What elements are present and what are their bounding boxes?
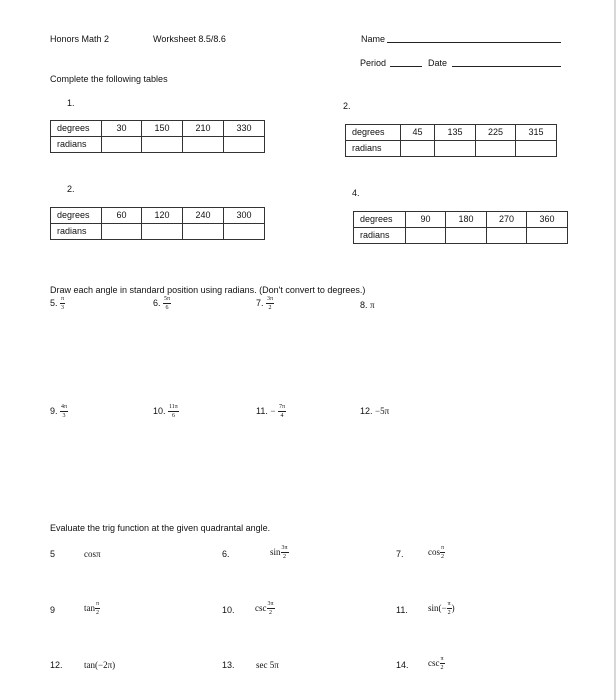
angle-problem: [360, 406, 389, 417]
problem-number: 10.: [153, 405, 166, 416]
value-cell: 180: [446, 212, 487, 228]
denominator: 6: [171, 413, 175, 419]
value-cell: 270: [487, 212, 527, 228]
problem-number: 6.: [153, 297, 161, 308]
fraction: [278, 404, 286, 419]
answer-cell[interactable]: [516, 141, 557, 157]
value-cell: 240: [183, 208, 224, 224]
fraction: [168, 404, 179, 419]
period-label: Period: [360, 58, 387, 68]
denominator: 2: [283, 554, 287, 560]
row-label: degrees: [51, 121, 102, 137]
trig-expression: [84, 660, 115, 671]
answer-cell[interactable]: [142, 224, 183, 240]
trig-expression: [84, 601, 100, 616]
angle-value: −5π: [375, 406, 390, 416]
fraction: [95, 601, 100, 616]
row-label: radians: [51, 224, 102, 240]
table-row: [51, 121, 265, 137]
trig-function: cosπ: [84, 549, 101, 559]
table-row: [346, 125, 557, 141]
table-row: [346, 141, 557, 157]
trig-expression: [256, 660, 279, 671]
numerator: 11π: [169, 404, 178, 410]
trig-number: 9: [50, 605, 56, 615]
trig-number: 6.: [222, 549, 230, 559]
value-cell: 60: [102, 208, 142, 224]
value-cell: 360: [527, 212, 568, 228]
trig-function: sin(−: [428, 602, 447, 613]
trig-expression: [255, 601, 275, 616]
trig-function: sin: [270, 546, 281, 557]
denominator: 2: [441, 554, 445, 560]
row-label: degrees: [346, 125, 401, 141]
denominator: 2: [269, 610, 273, 616]
denominator: 3: [61, 305, 65, 311]
table-row: [354, 212, 568, 228]
fraction: [163, 296, 171, 311]
trig-expression: [270, 545, 289, 560]
table-number: 2.: [343, 101, 351, 111]
value-cell: 330: [224, 121, 265, 137]
answer-cell[interactable]: [446, 228, 487, 244]
numerator: π: [441, 545, 445, 551]
numerator: 3π: [281, 545, 288, 551]
value-cell: 150: [142, 121, 183, 137]
trig-number: 11.: [396, 605, 408, 615]
angle-problem: [256, 296, 274, 311]
trig-function: csc: [428, 657, 440, 668]
answer-cell[interactable]: [435, 141, 476, 157]
fraction: [266, 296, 274, 311]
table-row: [354, 228, 568, 244]
trig-number: 13.: [222, 660, 235, 670]
worksheet-title: Worksheet 8.5/8.6: [153, 34, 226, 44]
answer-cell[interactable]: [102, 137, 142, 153]
denominator: 3: [62, 413, 66, 419]
angle-problem: [153, 404, 179, 419]
date-field[interactable]: [452, 66, 561, 67]
value-cell: 300: [224, 208, 265, 224]
trig-function: tan: [84, 602, 95, 613]
row-label: radians: [354, 228, 406, 244]
numerator: π: [61, 296, 65, 302]
answer-cell[interactable]: [224, 224, 265, 240]
answer-cell[interactable]: [183, 137, 224, 153]
table-row: [51, 208, 265, 224]
numerator: π: [440, 656, 444, 662]
value-cell: 90: [406, 212, 446, 228]
value-cell: 210: [183, 121, 224, 137]
numerator: 7π: [278, 404, 285, 410]
value-cell: 225: [476, 125, 516, 141]
problem-number: 5.: [50, 297, 58, 308]
table-number: 2.: [67, 184, 75, 194]
numerator: 3π: [267, 601, 274, 607]
name-field[interactable]: [387, 42, 561, 43]
value-cell: 120: [142, 208, 183, 224]
table-row: [51, 224, 265, 240]
minus-sign: −: [270, 405, 276, 416]
name-label: Name: [361, 34, 386, 44]
trig-function: csc: [255, 602, 267, 613]
course-title: Honors Math 2: [50, 34, 110, 44]
trig-expression: [428, 601, 455, 616]
row-label: degrees: [354, 212, 406, 228]
angle-problem: [256, 404, 286, 419]
problem-number: 7.: [256, 297, 264, 308]
row-label: radians: [51, 137, 102, 153]
fraction: [60, 296, 65, 311]
angle-problem: [153, 296, 171, 311]
angle-problem: [360, 300, 375, 311]
table-row: [51, 137, 265, 153]
numerator: π: [447, 601, 451, 607]
trig-number: 5: [50, 549, 56, 559]
trig-number: 7.: [396, 549, 404, 559]
numerator: 3π: [267, 296, 274, 302]
table-number: 4.: [352, 188, 360, 198]
fraction: [281, 545, 289, 560]
conversion-table: [353, 211, 568, 244]
denominator: 2: [268, 305, 272, 311]
fraction: [60, 404, 68, 419]
numerator: 5π: [164, 296, 171, 302]
trig-number: 10.: [222, 605, 235, 615]
problem-number: 11.: [256, 405, 268, 416]
problem-number: 12.: [360, 406, 373, 416]
fraction: [440, 545, 445, 560]
period-field[interactable]: [390, 66, 422, 67]
conversion-table: [345, 124, 557, 157]
value-cell: 45: [401, 125, 435, 141]
numerator: π: [96, 601, 100, 607]
answer-cell[interactable]: [224, 137, 265, 153]
trig-number: 14.: [396, 660, 409, 670]
trig-number: 12.: [50, 660, 63, 670]
row-label: radians: [346, 141, 401, 157]
trig-expression: [428, 545, 445, 560]
date-label: Date: [428, 58, 448, 68]
fraction: [440, 656, 445, 671]
problem-number: 8.: [360, 300, 368, 310]
answer-cell[interactable]: [476, 141, 516, 157]
row-label: degrees: [51, 208, 102, 224]
trig-expression: [428, 656, 445, 671]
conversion-table: [50, 120, 265, 153]
angles-instruction: Draw each angle in standard position using radians. (Don't convert to degrees.): [50, 285, 366, 295]
value-cell: 315: [516, 125, 557, 141]
trig-function: tan(−2π): [84, 660, 116, 670]
answer-cell[interactable]: [183, 224, 224, 240]
problem-number: 9.: [50, 405, 58, 416]
angle-problem: [50, 296, 65, 311]
trig-instruction: Evaluate the trig function at the given quadrantal angle.: [50, 523, 271, 533]
denominator: 6: [165, 305, 169, 311]
denominator: 4: [280, 413, 284, 419]
value-cell: 30: [102, 121, 142, 137]
fraction: [267, 601, 275, 616]
trig-expression: [84, 549, 101, 560]
answer-cell[interactable]: [102, 224, 142, 240]
answer-cell[interactable]: [527, 228, 568, 244]
value-cell: 135: [435, 125, 476, 141]
answer-cell[interactable]: [406, 228, 446, 244]
denominator: 2: [440, 665, 444, 671]
answer-cell[interactable]: [401, 141, 435, 157]
denominator: 2: [447, 610, 451, 616]
angle-value: π: [370, 300, 375, 310]
angle-problem: [50, 404, 68, 419]
tables-instruction: Complete the following tables: [50, 74, 168, 84]
trig-function: sec 5π: [256, 660, 279, 670]
answer-cell[interactable]: [487, 228, 527, 244]
trig-function: cos: [428, 546, 440, 557]
denominator: 2: [96, 610, 100, 616]
answer-cell[interactable]: [142, 137, 183, 153]
conversion-table: [50, 207, 265, 240]
closing-paren: ): [451, 602, 455, 613]
table-number: 1.: [67, 98, 75, 108]
numerator: 4π: [61, 404, 68, 410]
